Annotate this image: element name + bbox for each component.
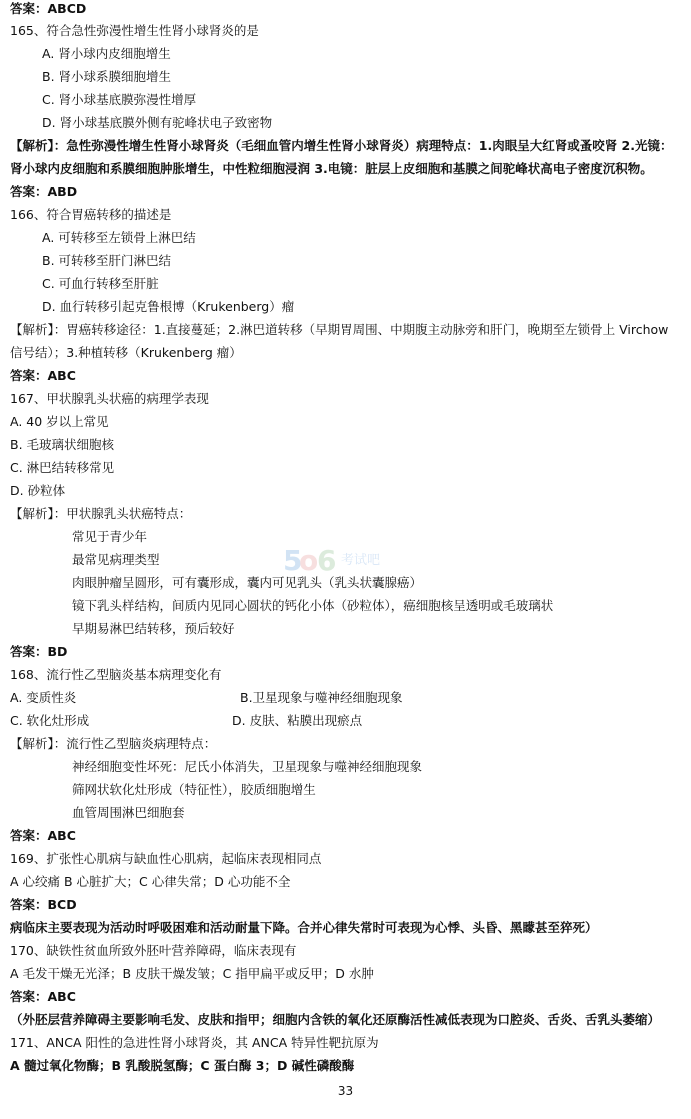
svg-text:考试吧: 考试吧: [341, 553, 381, 568]
text-line: 镜下乳头样结构，间质内见同心圆状的钙化小体（砂粒体），癌细胞核呈透明或毛玻璃状: [72, 598, 554, 613]
text-line: 【解析】：急性弥漫性增生性肾小球肾炎（毛细血管内增生性肾小球肾炎）病理特点：1.肉眼呈大红肾或蚤咬肾 2.光镜：: [10, 138, 673, 153]
text-line: A 毛发干燥无光泽；B 皮肤干燥发皱；C 指甲扁平或反甲；D 水肿: [10, 966, 374, 981]
text-line: 答案：BCD: [10, 897, 77, 912]
page-number: 33: [337, 1084, 354, 1098]
text-line: B. 毛玻璃状细胞核: [10, 437, 115, 452]
text-line: C. 软化灶形成: [10, 713, 90, 728]
watermark-logo: [283, 540, 413, 580]
text-line: A. 可转移至左锁骨上淋巴结: [42, 230, 196, 245]
text-line: 常见于青少年: [72, 529, 148, 544]
text-line: 【解析】：甲状腺乳头状癌特点：: [10, 506, 192, 521]
text-line: D. 血行转移引起克鲁根博（Krukenberg）瘤: [42, 299, 295, 314]
text-line: C. 淋巴结转移常见: [10, 460, 115, 475]
text-line: A. 变质性炎: [10, 690, 77, 705]
text-line: C. 可血行转移至肝脏: [42, 276, 159, 291]
text-line: 最常见病理类型: [72, 552, 160, 567]
text-line: B. 肾小球系膜细胞增生: [42, 69, 172, 84]
text-line: 【解析】：胃癌转移途径：1.直接蔓延；2.淋巴道转移（早期胃周围、中期腹主动脉旁和肝门，晚期至左锁骨上 Virchow: [10, 322, 669, 337]
text-line: D. 肾小球基底膜外侧有驼峰状电子致密物: [42, 115, 273, 130]
text-line: 答案：ABCD: [10, 1, 87, 16]
text-line: D. 皮肤、粘膜出现瘀点: [232, 713, 363, 728]
text-line: 答案：BD: [10, 644, 68, 659]
text-line: 170、缺铁性贫血所致外胚叶营养障碍，临床表现有: [10, 943, 297, 958]
text-line: 肉眼肿瘤呈圆形，可有囊形成，囊内可见乳头（乳头状囊腺癌）: [72, 575, 423, 590]
text-line: 神经细胞变性坏死：尼氏小体消失，卫星现象与噬神经细胞现象: [72, 759, 423, 774]
text-line: 答案：ABC: [10, 828, 76, 843]
text-line: A. 40 岁以上常见: [10, 414, 109, 429]
text-line: A 髓过氧化物酶；B 乳酸脱氢酶；C 蛋白酶 3；D 碱性磷酸酶: [10, 1058, 355, 1073]
text-line: 答案：ABC: [10, 368, 76, 383]
text-line: 病临床主要表现为活动时呼吸困难和活动耐量下降。合并心律失常时可表现为心悸、头昏、黑矇甚至猝死）: [10, 920, 598, 935]
text-line: 血管周围淋巴细胞套: [72, 805, 185, 820]
text-line: 早期易淋巴结转移，预后较好: [72, 621, 235, 636]
text-line: A 心绞痛 B 心脏扩大；C 心律失常；D 心功能不全: [10, 874, 291, 889]
text-line: 171、ANCA 阳性的急进性肾小球肾炎，其 ANCA 特异性靶抗原为: [10, 1035, 379, 1050]
svg-text:o: o: [299, 544, 319, 577]
text-line: （外胚层营养障碍主要影响毛发、皮肤和指甲；细胞内含铁的氧化还原酶活性减低表现为口腔炎、舌炎、舌乳头萎缩）: [10, 1012, 661, 1027]
text-line: 筛网状软化灶形成（特征性），胶质细胞增生: [72, 782, 316, 797]
svg-text:5: 5: [283, 544, 303, 577]
text-line: A. 肾小球内皮细胞增生: [42, 46, 171, 61]
text-line: 信号结）；3.种植转移（Krukenberg 瘤）: [10, 345, 242, 360]
text-line: D. 砂粒体: [10, 483, 66, 498]
text-line: 165、符合急性弥漫性增生性肾小球肾炎的是: [10, 23, 259, 38]
text-line: 肾小球内皮细胞和系膜细胞肿胀增生，中性粒细胞浸润 3.电镜：脏层上皮细胞和基膜之间驼峰状高电子密度沉积物。: [10, 161, 653, 176]
svg-text:6: 6: [317, 544, 337, 577]
text-line: 答案：ABC: [10, 989, 76, 1004]
text-line: 169、扩张性心肌病与缺血性心肌病，起临床表现相同点: [10, 851, 322, 866]
text-line: 167、甲状腺乳头状癌的病理学表现: [10, 391, 209, 406]
text-line: 166、符合胃癌转移的描述是: [10, 207, 172, 222]
text-line: B.卫星现象与噬神经细胞现象: [240, 690, 403, 705]
text-line: B. 可转移至肝门淋巴结: [42, 253, 172, 268]
text-line: C. 肾小球基底膜弥漫性增厚: [42, 92, 197, 107]
text-line: 答案：ABD: [10, 184, 78, 199]
text-line: 【解析】：流行性乙型脑炎病理特点：: [10, 736, 217, 751]
text-line: 168、流行性乙型脑炎基本病理变化有: [10, 667, 222, 682]
